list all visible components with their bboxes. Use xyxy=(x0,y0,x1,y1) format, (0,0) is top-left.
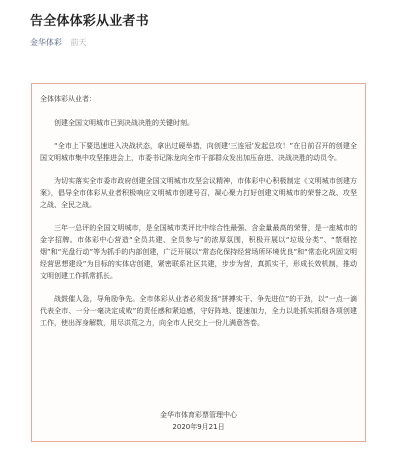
letter-box xyxy=(31,83,366,442)
article-source-link[interactable]: 金华体彩 xyxy=(30,38,62,47)
letter-date: 2020年9月21日 xyxy=(172,423,225,431)
letter-signature-block xyxy=(32,409,365,433)
letter-signature: 金华市体育彩票管理中心 xyxy=(160,411,237,419)
letter-paragraph-5: 战鼓催人急，导角励争先。全市体彩从业者必须发扬“拼搏实干、争先进位”的干劲，以“一点一滴代表全市、一分一毫决定成败”的责任感和紧迫感，守好阵地、提速加力，全力以赴抓实抓细各项创建工作，使出浑身解数，用尽洪荒之力，向全市人民交上一份儿满意答卷。 xyxy=(40,295,357,327)
letter-paragraph-2: “全市上下要迅速进入决战状态，拿出过硬举措，向创建‘三连冠’发起总攻！”在日前召开的创建全国文明城市集中攻坚推进会上，市委书记陈龙向全市干部群众发出加压奋进、决战决胜的动员令。 xyxy=(40,142,357,162)
letter-paragraph-3: 为切实落实全市委市政府创建全国文明城市攻坚会议精神，市体彩中心积极制定《文明城市创建方案》，倡导全市体彩从业者积极响应文明城市创建号召，凝心聚力打好创建文明城市的荣誉之战、攻坚之战、全民之战。 xyxy=(40,177,357,209)
article-meta xyxy=(30,37,87,48)
letter-paragraph-4: 三年一总评的全国文明城市，是全国城市类评比中综合性最强、含金量最高的荣誉，是一座城市的金字招牌。市体彩中心营造“全员共建、全员参与”的浓厚氛围，积极开展以“垃圾分类”、“禁烟控烟”和“光盘行动”等为抓手的内部创建，广泛开展以“常态化保持经营场所环境优良”和“常态化巩固文明经营思想建设”为目标的实体店创建，紧密联系社区共建，步步为营，真抓实干，形成长效机制，推动文明创建工作抓常抓长。 xyxy=(40,224,357,280)
letter-paragraph-1: 创建全国文明城市已到决战决胜的关键时刻。 xyxy=(54,119,194,127)
article-title: 告全体体彩从业者书 xyxy=(30,14,149,29)
article-publish-time: 前天 xyxy=(70,38,87,47)
letter-salutation: 全体体彩从业者： xyxy=(40,95,96,103)
